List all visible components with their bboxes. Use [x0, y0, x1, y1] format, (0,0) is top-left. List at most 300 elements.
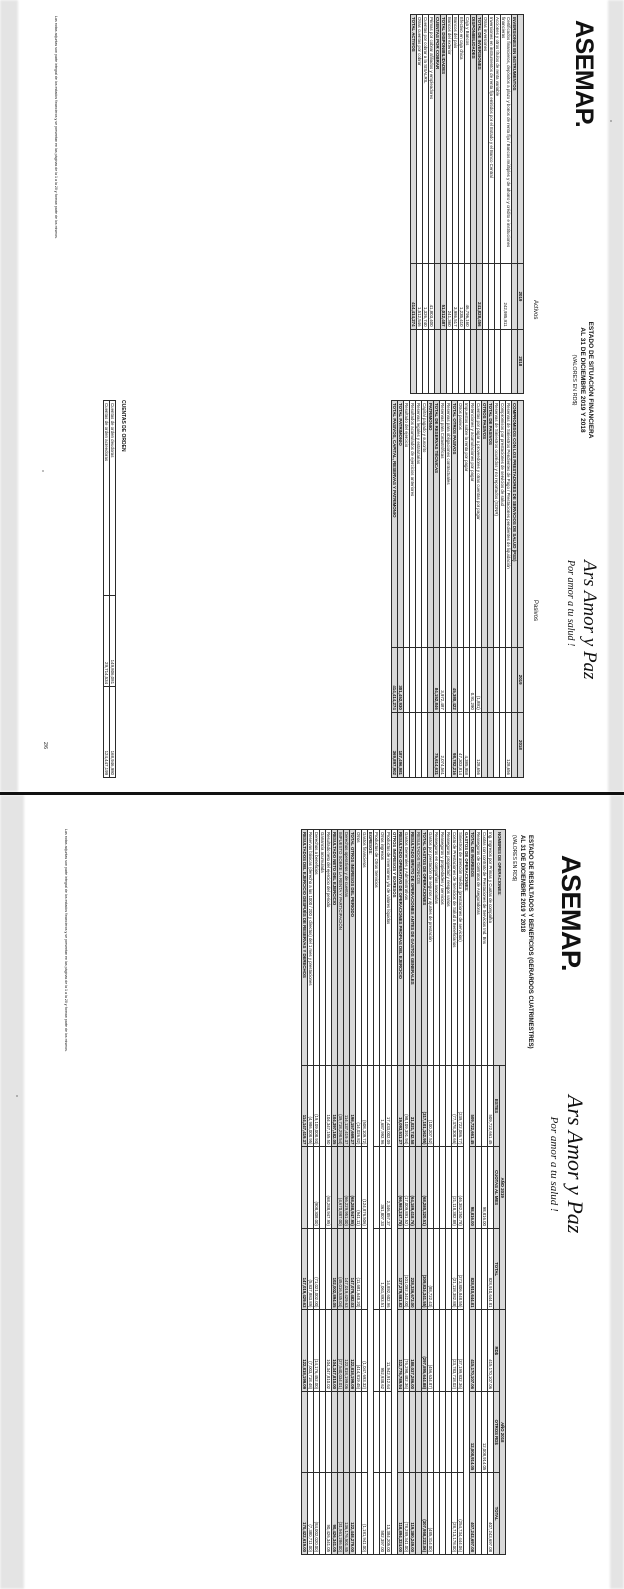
row-value-2019: 0.91,290: [470, 647, 476, 712]
row-value-2: (17,009,891.52): [404, 1147, 410, 1228]
table-row: [470, 830, 476, 1555]
row-value-2: [320, 1147, 326, 1228]
row-value-2018: [446, 712, 452, 777]
row-value-3: 147,019,429.63: [344, 1228, 350, 1310]
row-value-5: [404, 1392, 410, 1473]
row-value-2: 98,816.00: [470, 1147, 476, 1228]
row-label: RESULTADO BRUTO DE OPERACIONES ANTES DE GASTOS GENERALES: [410, 830, 416, 1066]
row-label: Efectivo en caja chica: [459, 15, 465, 264]
row-value-2018: 47,303,814: [458, 712, 464, 777]
row-value-2019: [435, 264, 441, 329]
slogan-line1: Ars Amor y Paz: [579, 560, 600, 680]
table-row: [320, 830, 326, 1555]
table-row: [374, 830, 380, 1555]
row-value-5: [320, 1392, 326, 1473]
table-row: [368, 830, 374, 1555]
table-row: [483, 15, 489, 394]
row-value-5: [302, 1392, 308, 1473]
row-label: Productos de inversiones y/o de valores líquidos: [386, 830, 392, 1066]
table-row: [453, 15, 459, 394]
row-spacer: [392, 1065, 398, 1554]
row-value-6: [440, 1473, 446, 1555]
income-footnote: Las notas adjuntas son parte integral de los estados financieros y se presentan en las páginas de la 1 a la 20 y forman parte de los mismos.: [64, 829, 68, 1052]
row-value-2019: [428, 647, 434, 712]
row-value-2019: [404, 647, 410, 712]
row-value-1: 104,397,182.05: [332, 1065, 338, 1147]
table-row: [302, 830, 308, 1555]
liab-col-concept: [518, 401, 524, 648]
table-row: [326, 830, 332, 1555]
row-value-2018: [411, 329, 417, 393]
row-value-2: (941,11): [356, 1147, 362, 1228]
row-value-2018: 75,614,631: [434, 712, 440, 777]
row-value-2019: 3,972,487: [440, 647, 446, 712]
row-value-6: (84,002,020.00): [314, 1473, 320, 1555]
row-label: OTROS PASIVOS: [482, 401, 488, 648]
row-value-2019: [464, 647, 470, 712]
row-value-2018: 128,656: [506, 712, 512, 777]
table-row: [434, 401, 440, 778]
row-value-1: (77,378,308.66): [452, 1065, 458, 1147]
row-label: Reaseguros de Contratos de Aseguradoras: [476, 830, 482, 1066]
row-label: Retenciones y acumulaciones por pagar: [470, 401, 476, 648]
row-label: Bancos del exterior: [447, 15, 453, 264]
row-value-3: [446, 1228, 452, 1310]
row-value-2: [428, 1147, 434, 1228]
table-row: [422, 830, 428, 1555]
row-label: Capital pagado y suscrito: [422, 401, 428, 648]
statement-title: ESTADO DE SITUACIÓN FINANCIERA AL 31 DE DICIEMBRE 2019 Y 2018 (VALORES EN RD$): [571, 321, 594, 439]
row-label: Cuotas con contrato de Prestaciones de Servicios Ind. Bns: [482, 830, 488, 1066]
row-value-5: [380, 1392, 386, 1473]
row-value-2018: [488, 712, 494, 777]
row-value-5: 12,008,914.05: [470, 1392, 476, 1473]
row-value-5: [326, 1392, 332, 1473]
row-value-6: (307,958,232.06): [422, 1473, 428, 1555]
row-value-2019: [495, 264, 501, 329]
table-row: [477, 15, 483, 394]
row-value-2: [332, 1147, 338, 1228]
brand-name-2: ASEMAP.: [556, 855, 586, 972]
table-row: [512, 401, 518, 778]
table-row: [447, 15, 453, 394]
row-value-2019: [446, 647, 452, 712]
row-label: RESULTADO OPERATIVO DE OPERACIONES PROPIAS DEL EJERCICIO: [398, 830, 404, 1066]
row-value-2: (68,288,947.95): [326, 1147, 332, 1228]
row-value-3: [440, 1228, 446, 1310]
row-value-5: [422, 1392, 428, 1473]
row-value-5: [416, 1392, 422, 1473]
row-value-4: 122,818,199.06: [344, 1310, 350, 1392]
row-value-1: 114,137,419.37: [344, 1065, 350, 1147]
row-label: Reservas de Siniestros Pendientes de Pago / Prestaciones pendientes de liquidación: [506, 401, 512, 648]
row-value-2018: [435, 329, 441, 393]
liabilities-section-label: Pasivos: [532, 600, 538, 622]
row-value-3: (101,092,342.00): [404, 1228, 410, 1310]
balance-footnote: Las notas adjuntas son parte integral de los estados financieros y se presentan en las páginas de la 1 a la 20 y forman parte de los mismos.: [54, 16, 58, 239]
row-value-2: [488, 1147, 494, 1228]
row-label: COMPROMISOS CON LOS PRESTADORES DE SERVICIOS DE SALUD (PSS): [512, 401, 518, 648]
row-value-2019: [410, 647, 416, 712]
row-value-2018: [459, 329, 465, 393]
row-value-5: [452, 1392, 458, 1473]
row-value-6: [320, 1473, 326, 1555]
assets-rows: [411, 15, 518, 394]
row-value-4: 11,942,912.64: [386, 1310, 392, 1392]
slogan-line2-2: Por amor a tu salud !: [548, 1116, 560, 1212]
row-value-5: [410, 1392, 416, 1473]
row-value-3: [362, 1228, 368, 1310]
row-value-6: 90,426,341.05: [326, 1473, 332, 1555]
row-value-3: (88,722.43): [428, 1228, 434, 1310]
row-label: Otros ingresos: [380, 830, 386, 1066]
table-row: [338, 830, 344, 1555]
row-label: TOTAL DE INGRESOS: [470, 830, 476, 1066]
row-value-2018: [489, 329, 495, 393]
row-value-1: (14,026.82): [356, 1065, 362, 1147]
table-row: [398, 830, 404, 1555]
row-label: Resultados acumulados de ejercicios anteriores: [410, 401, 416, 648]
row-value-6: [374, 1473, 380, 1555]
row-value-1: (4,986,008.95): [308, 1065, 314, 1147]
row-value-3: 102,002,894.05: [332, 1228, 338, 1310]
table-row: [512, 15, 518, 394]
row-value-3: [326, 1228, 332, 1310]
table-row: [501, 15, 512, 394]
assets-table: [410, 14, 524, 394]
row-value-1: [476, 1065, 482, 1147]
row-value-2019: [494, 647, 500, 712]
row-label: TOTAL PATRIMONIO: [398, 401, 404, 648]
table-row: [411, 15, 417, 394]
row-value-2: (64,189,418.76): [410, 1147, 416, 1228]
row-value-1: (100,207.52): [428, 1065, 434, 1147]
row-value-6: (254,734,444.06): [458, 1473, 464, 1555]
row-value-2018: [429, 329, 435, 393]
row-value-3: (21,118,382.88): [452, 1228, 458, 1310]
row-value-2018: [471, 329, 477, 393]
row-value-2018: [416, 712, 422, 777]
row-value-2019: 1,512,546: [417, 264, 423, 329]
row-value-5: [458, 1392, 464, 1473]
row-value-3: (45,016,535.04): [338, 1228, 344, 1310]
row-value-3: (71,021,002.00): [314, 1228, 320, 1310]
row-value-2019: [506, 647, 512, 712]
row-label: Reaseguros en compañías asociadas: [434, 830, 440, 1066]
row-label: Otras cuentas por cobrar: [417, 15, 423, 264]
row-value-2019: [416, 647, 422, 712]
row-value-1: [434, 1065, 440, 1147]
letterhead-logo-2: [556, 855, 586, 1045]
row-value-2019: 241,828,456: [477, 264, 483, 329]
row-label: Otros pasivos: [458, 401, 464, 648]
row-value-2019: 84,152,846: [434, 647, 440, 712]
row-value-2019: 414,414,274: [411, 264, 417, 329]
row-value-2018: [495, 329, 501, 393]
row-value-1: (98,109,391.94): [404, 1065, 410, 1147]
table-row: [344, 830, 350, 1555]
row-value-6: [434, 1473, 440, 1555]
row-label: Reaseguros propiedad y riesgos varios: [446, 830, 452, 1066]
table-row: [446, 830, 452, 1555]
income-col-rd: RD$: [494, 1310, 500, 1392]
row-label: TOTAL OTROS PASIVOS: [452, 401, 458, 648]
row-value-6: [476, 1473, 482, 1555]
row-label: TOTAL DE RESERVAS TÉCNICAS: [434, 401, 440, 648]
row-value-6: 119,380,249.00: [410, 1473, 416, 1555]
row-label: Inversiones en instrumentos de renta fija emitidos por el Estado y el Banco Central: [489, 15, 495, 264]
table-row: [489, 15, 495, 394]
row-value-4: 122,818,199.09: [302, 1310, 308, 1392]
table-row: [476, 830, 482, 1555]
row-value-2019: (1,891): [476, 647, 482, 712]
table-row: [464, 401, 470, 778]
row-label: Costo de Prestaciones de Servicios de Salud a Beneficiarios: [452, 830, 458, 1066]
brand-slogan: [565, 560, 600, 679]
row-label: Reservas básicas (derecho a los 1000 / 200 y directos) del 1 mes y prestaciones: [308, 830, 314, 1066]
table-row: [422, 401, 428, 778]
liab-col-2019: 2019: [518, 647, 524, 712]
row-value-3: 828,910,644.81: [488, 1228, 494, 1310]
row-value-6: 582,397.00: [380, 1473, 386, 1555]
row-value-2: [446, 1147, 452, 1228]
row-value-2019: 46,796,160: [465, 264, 471, 329]
row-label: Derechos operativos y de cuentas: [344, 830, 350, 1066]
table-row: [332, 830, 338, 1555]
row-value-5: [362, 1392, 368, 1473]
table-row: [434, 830, 440, 1555]
table-row: [410, 401, 416, 778]
row-value-2: 361,807.33: [380, 1147, 386, 1228]
row-value-3: (5,837,883.89): [308, 1228, 314, 1310]
row-value-2: [476, 1147, 482, 1228]
row-value-4: 112,776,789.94: [398, 1310, 404, 1392]
row-label: Reservas de Siniestros ocurridos y no reportados (SONR): [494, 401, 500, 648]
row-value-4: [434, 1310, 440, 1392]
row-value-2: [374, 1147, 380, 1228]
row-value-2019: [482, 647, 488, 712]
table-row: [440, 830, 446, 1555]
row-value-2: (4,670,887.00): [338, 1147, 344, 1228]
brand-slogan-2: [548, 1095, 588, 1233]
row-value-2: (68,288,947.95): [350, 1147, 356, 1228]
row-value-2: [440, 1147, 446, 1228]
row-label: CUENTAS POR COBRAR: [435, 15, 441, 264]
offbalance-title: CUENTAS DE ORDEN: [120, 400, 126, 452]
row-value-6: [482, 1473, 488, 1555]
row-value-5: [332, 1392, 338, 1473]
row-label: Cuentas por cobrar a la SISALRIL: [423, 15, 429, 264]
row-label: Ing. Ingresos por Primas y Cuotas de compañía: [488, 830, 494, 1066]
table-row: [380, 830, 386, 1555]
table-row: [495, 15, 501, 394]
row-value-2018: [465, 329, 471, 393]
row-value-2018: 4,385,958: [464, 712, 470, 777]
row-value-2019: 241,360: [447, 264, 453, 329]
row-value-6: (1,181,941.00): [362, 1473, 368, 1555]
row-value-1: 509,722,661.45: [470, 1065, 476, 1147]
row-value-2: (66,983,247.78): [398, 1147, 404, 1228]
row-value-4: 415,170,107.06: [470, 1310, 476, 1392]
row-label: Siniestros de atención médica (prestaciones de servicios): [458, 830, 464, 1066]
row-value-2: (66,229,951.00): [344, 1147, 350, 1228]
row-value-2: (21,118,382.88): [452, 1147, 458, 1228]
row-value-5: [356, 1392, 362, 1473]
row-value-2018: [477, 329, 483, 393]
row-value-4: [446, 1310, 452, 1392]
row-value-2019: 1,326,740: [423, 264, 429, 329]
row-value-5: [344, 1392, 350, 1473]
table-row: [416, 401, 422, 778]
row-value-5: [428, 1392, 434, 1473]
row-label: Otros: [356, 830, 362, 1066]
row-value-6: (28,713,178.00): [452, 1473, 458, 1555]
row-label: RESULTADOS DEL EJERCICIO DESPUÉS DE RESERVAS Y DERECHOS: [302, 830, 308, 1066]
assets-section-label: Activos: [532, 300, 538, 320]
row-label: Cuentas de orden deudoras: [110, 401, 116, 596]
table-row: [428, 830, 434, 1555]
row-value-3: (309,834,341.55): [422, 1228, 428, 1310]
row-value-6: 13,384,205.00: [386, 1473, 392, 1555]
row-label: DISPONIBILIDADES: [471, 15, 477, 264]
offbalance-table: [103, 400, 116, 778]
row-label: EGRESOS:: [368, 830, 374, 1066]
income-col-otros: OTROS RD$: [494, 1392, 500, 1473]
row-label: GASTOS DE OPERACIONES:: [464, 830, 470, 1066]
table-row: [459, 15, 465, 394]
row-value-4: 104,347,810.00: [332, 1310, 338, 1392]
row-value-2018: [500, 712, 506, 777]
row-value-2: 2,346,857.37: [386, 1147, 392, 1228]
table-row: [441, 15, 447, 394]
row-value-2018: [404, 712, 410, 777]
row-value-2018: [453, 329, 459, 393]
row-value-6: [416, 1473, 422, 1555]
offbalance-rows: [104, 401, 116, 778]
row-value-4: (76,298,482.36): [404, 1310, 410, 1392]
row-value-2018: [483, 329, 489, 393]
row-value-4: (414,819.45): [356, 1310, 362, 1392]
row-value-6: (485,314.00): [428, 1473, 434, 1555]
row-value-3: 228,336,673.00: [410, 1228, 416, 1310]
row-label: Gastos financieros: [362, 830, 368, 1066]
row-value-5: [446, 1392, 452, 1473]
row-spacer: [464, 1065, 470, 1554]
slogan-line2: Por amor a tu salud !: [565, 560, 576, 647]
row-label: Gastos por prestación de seguros y ajustes de prestación: [428, 830, 434, 1066]
income-statement-table: [301, 829, 506, 1555]
row-value-3: [416, 1228, 422, 1310]
income-rows: [302, 830, 494, 1555]
row-value-2019: 29,714,534: [104, 596, 110, 687]
row-value-4: (14,176,452.00): [314, 1310, 320, 1392]
assets-col-2018: 2018: [518, 329, 524, 393]
table-row: [417, 15, 423, 394]
row-value-5: [350, 1392, 356, 1473]
row-value-5: [308, 1392, 314, 1473]
table-row: [440, 401, 446, 778]
row-value-2019: [458, 647, 464, 712]
row-value-2019: [471, 264, 477, 329]
row-value-2018: [501, 329, 512, 393]
row-value-1: 17,433,002.09: [386, 1065, 392, 1147]
row-label: Resultado neto del ejercicio del periodo: [326, 830, 332, 1066]
row-value-5: 12,008,914.05: [482, 1392, 488, 1473]
row-value-4: 104,347,810.02: [326, 1310, 332, 1392]
row-value-6: (31,561,286.00): [338, 1473, 344, 1555]
table-row: [398, 401, 404, 778]
assets-col-2019: 2019: [518, 264, 524, 329]
row-label: PATRIMONIO: [428, 401, 434, 648]
table-row: [465, 15, 471, 394]
income-group-2018: AÑO 2018: [500, 1310, 506, 1555]
row-value-5: [476, 1392, 482, 1473]
row-value-2019: 1,235,410: [459, 264, 465, 329]
row-value-1: (239,722,086.77): [458, 1065, 464, 1147]
row-label: TOTAL GASTOS DE OPERACIONES: [422, 830, 428, 1066]
row-value-2: [416, 1147, 422, 1228]
row-value-2019: 51,012,487: [441, 264, 447, 329]
row-spacer: [368, 1065, 374, 1554]
row-value-1: 198,157,669.27: [350, 1065, 356, 1147]
row-label: IMPUESTO SOBRE LA RENTA Y PARTICIPACIÓN: [338, 830, 344, 1066]
row-value-5: [314, 1392, 320, 1473]
row-value-2: [308, 1147, 314, 1228]
row-value-3: 14,892,602.96: [386, 1228, 392, 1310]
row-value-5: [386, 1392, 392, 1473]
row-value-4: (297,895,644.88): [422, 1310, 428, 1392]
income-col-concept: NOMBRES DE OPERACIONES:: [494, 830, 506, 1066]
income-col-cuotas: CUOTAS AL MES: [494, 1147, 500, 1228]
row-value-5: [338, 1392, 344, 1473]
row-label: Reservas legales y estatutarias: [416, 401, 422, 648]
row-value-1: (317,101,162.95): [422, 1065, 428, 1147]
row-value-6: 407,243,697.08: [488, 1473, 494, 1555]
table-row: [428, 401, 434, 778]
row-value-2018: 124,447,199: [104, 687, 110, 778]
liab-col-2018: 2018: [518, 712, 524, 777]
row-value-2018: 168,946,980: [110, 687, 116, 778]
row-label: Derechos a beneficios: [314, 830, 320, 1066]
letterhead-logo: [570, 20, 598, 200]
row-value-4: [440, 1310, 446, 1392]
liabilities-rows: [392, 401, 518, 778]
row-value-2019: [512, 647, 518, 712]
table-row: [488, 401, 494, 778]
row-label: TOTAL DISPONIBILIDADES: [441, 15, 447, 264]
row-label: Otras inversiones: [483, 15, 489, 264]
row-value-2: (46,382,250.78): [458, 1147, 464, 1228]
row-label: OTROS INGRESOS Y EGRESOS: [392, 830, 398, 1066]
row-value-4: (23,783,718.02): [452, 1310, 458, 1392]
table-row: [416, 830, 422, 1555]
row-value-6: (78,289,341.00): [404, 1473, 410, 1555]
row-value-4: (37,199,832.36): [458, 1310, 464, 1392]
row-value-6: (7,380,711.00): [308, 1473, 314, 1555]
row-label: Caja y Bancos: [465, 15, 471, 264]
row-value-2: (908,308.00): [314, 1147, 320, 1228]
table-row: [452, 401, 458, 778]
row-label: RESULTADO NETO DEL EJERCICIO: [332, 830, 338, 1066]
row-value-2019: [488, 647, 494, 712]
row-value-2018: 98,782,216: [452, 712, 458, 777]
row-label: Resultado del ejercicio: [404, 401, 410, 648]
row-value-3: [320, 1228, 326, 1310]
row-value-1: [320, 1065, 326, 1147]
row-value-1: 509,722,661.45: [488, 1065, 494, 1147]
row-value-2018: [428, 712, 434, 777]
row-value-2018: [512, 329, 518, 393]
